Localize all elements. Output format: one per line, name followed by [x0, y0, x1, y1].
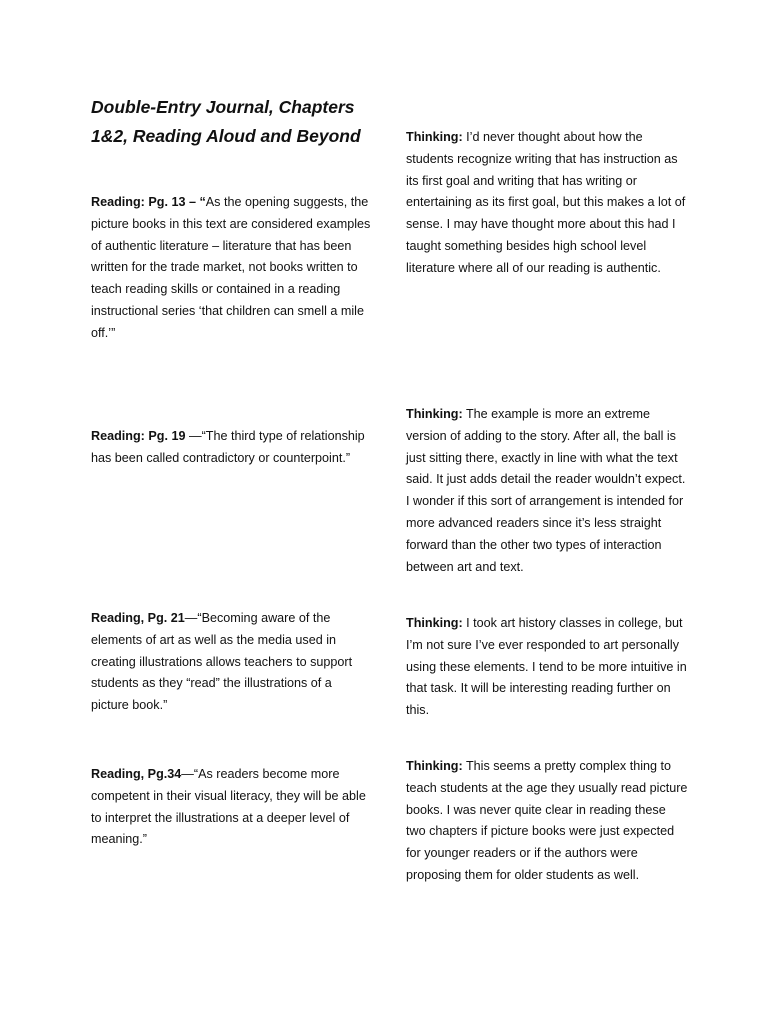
thinking-text: I’d never thought about how the students recognize writing that has instruction as its first goal and writing that has writing or entertaining as its first goal, but this makes a lot of sense. I may have thought more about this had I taught something besides high school level literature where all of our reading is authentic.: [406, 130, 686, 275]
page-title: Double-Entry Journal, Chapters 1&2, Reading Aloud and Beyond: [91, 97, 361, 146]
thinking-label: Thinking:: [406, 759, 463, 773]
reading-entry-1: [91, 192, 373, 345]
reading-text: —“Becoming aware of the elements of art as well as the media used in creating illustrations allows teachers to support students as they “read” the illustrations of a picture book.”: [91, 611, 353, 713]
reading-label: Reading: Pg. 13 – “: [91, 195, 206, 209]
thinking-label: Thinking:: [406, 130, 463, 144]
thinking-entry-4: [406, 756, 688, 887]
thinking-text: The example is more an extreme version of adding to the story. After all, the ball is just sitting there, exactly in line with what the text said. It just adds detail the reader wouldn’t expect. I wonder if this sort of arrangement is intended for more advanced readers since it’s less straight forward than the other two types of interaction between art and text.: [406, 407, 686, 574]
reading-text: —“As readers become more competent in their visual literacy, they will be able to interpret the illustrations at a deeper level of meaning.”: [91, 767, 366, 847]
thinking-label: Thinking:: [406, 616, 463, 630]
thinking-label: Thinking:: [406, 407, 463, 421]
reading-label: Reading: Pg. 19: [91, 429, 189, 443]
reading-text: —“The third type of relationship has been called contradictory or counterpoint.”: [91, 429, 365, 465]
thinking-entry-1: [406, 127, 688, 280]
reading-label: Reading, Pg.34: [91, 767, 182, 781]
thinking-entry-3: [406, 613, 688, 722]
reading-entry-4: [91, 764, 373, 851]
thinking-entry-2: [406, 404, 688, 578]
reading-label: Reading, Pg. 21: [91, 611, 185, 625]
reading-entry-3: [91, 608, 373, 717]
reading-entry-2: [91, 426, 373, 470]
thinking-text: This seems a pretty complex thing to teach students at the age they usually read picture books. I was never quite clear in reading these two chapters if picture books were just expected for younger readers or if the authors were proposing them for older students as well.: [406, 759, 688, 882]
thinking-text: I took art history classes in college, but I’m not sure I’ve ever responded to art personally using these elements. I tend to be more intuitive in that task. It will be interesting reading further on this.: [406, 616, 687, 718]
reading-text: As the opening suggests, the picture books in this text are considered examples of authentic literature – literature that has been written for the trade market, not books written to teach reading skills or contained in a reading instructional series ‘that children can smell a mile off.’”: [91, 195, 371, 340]
